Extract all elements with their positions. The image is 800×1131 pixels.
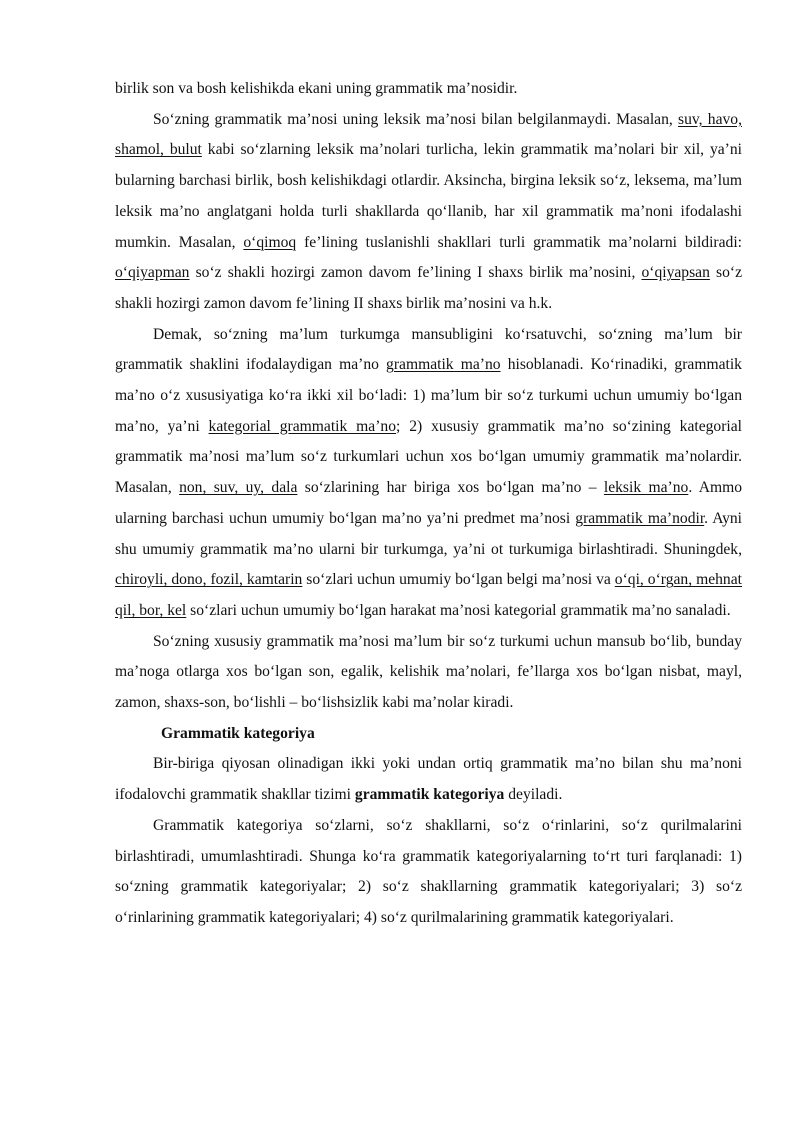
- paragraph-continuation: [115, 74, 742, 105]
- section-heading: Grammatik kategoriya: [161, 724, 315, 742]
- paragraph-specific-meaning: [115, 627, 742, 719]
- text-run: so‘zlari uchun umumiy bo‘lgan harakat ma’nosi kategorial grammatik ma’no sanaladi.: [186, 601, 731, 619]
- text-run: birlik son va bosh kelishikda ekani uning grammatik ma’nosidir.: [115, 80, 518, 97]
- text-run: . Ayni shu umumiy grammatik ma’no ularni bir turkumga, ya’ni ot turkumiga birlashtiradi. Shuningdek,: [115, 509, 743, 558]
- underlined-example: chiroyli, dono, fozil, kamtarin: [115, 571, 303, 589]
- underlined-example: non, suv, uy, dala: [179, 479, 298, 497]
- underlined-example: o‘qimoq: [243, 233, 297, 251]
- underlined-example: o‘qiyapman: [115, 264, 190, 282]
- text-run: deyiladi.: [504, 786, 563, 804]
- underlined-term: grammatik ma’nodir: [575, 509, 705, 527]
- text-run: Grammatik kategoriya so‘zlarni, so‘z shakllarni, so‘z o‘rinlarini, so‘z qurilmalarini birlashtiradi, umumlashtiradi. Shunga ko‘ra grammatik kategoriyalarning to‘rt turi farqlanadi: 1) so‘zning grammatik kategoriyalar; 2) so‘z shakllarning grammatik kategoriyalari; 3) so‘z o‘rinlarining grammatik kategoriyalari; 4) so‘z qurilmalarining grammatik kategoriyalari.: [115, 816, 742, 926]
- text-run: so‘z shakli hozirgi zamon davom fe’lining II shaxs birlik ma’nosini va h.k.: [115, 264, 742, 312]
- text-run: so‘zlarining har biriga xos bo‘lgan ma’no –: [297, 479, 604, 497]
- paragraph-lexical-vs-grammatical: [115, 105, 742, 320]
- text-run: . Ammo ularning barchasi uchun umumiy bo‘lgan ma’no ya’ni predmet ma’nosi: [115, 479, 743, 527]
- text-run: So‘zning xususiy grammatik ma’nosi ma’lum bir so‘z turkumi uchun mansub bo‘lib, bunday ma’noga otlarga xos bo‘lgan son, egalik, kelishik ma’nolari, fe’llarga xos bo‘lgan nisbat, mayl, zamon, shaxs-son, bo‘lishli – bo‘lishsizlik kabi ma’nolar kiradi.: [115, 632, 742, 712]
- bold-term: grammatik kategoriya: [354, 786, 505, 804]
- underlined-term: leksik ma’no: [603, 479, 689, 497]
- underlined-example: o‘qiyapsan: [641, 264, 710, 282]
- text-run: ; 2) xususiy grammatik ma’no so‘zining kategorial grammatik ma’nosi ma’lum so‘z turkumlari uchun xos bo‘lgan umumiy grammatik ma’nolardir. Masalan,: [115, 417, 743, 497]
- text-run: Demak, so‘zning ma’lum turkumga mansubligini ko‘rsatuvchi, so‘zning ma’lum bir grammatik shaklini ifodalaydigan ma’no: [115, 325, 742, 374]
- text-run: hisoblanadi. Ko‘rinadiki, grammatik ma’no o‘z xususiyatiga ko‘ra ikki xil bo‘ladi: 1) ma’lum bir so‘z turkumi uchun umumiy bo‘lgan ma’no, ya’ni: [115, 356, 742, 435]
- text-run: fe’lining tuslanishli shakllari turli grammatik ma’nolarni bildiradi:: [296, 233, 742, 251]
- text-run: kabi so‘zlarning leksik ma’nolari turlicha, lekin grammatik ma’nolari bir xil, ya’ni bularning barchasi birlik, bosh kelishikdagi otlardir. Aksincha, birgina leksik so‘z, leksema, ma’lum leksik ma’no anglatgani holda turli shakllarda qo‘llanib, har xil grammatik ma’noni ifodalashi mumkin. Masalan,: [115, 141, 743, 251]
- paragraph-definition: [115, 749, 742, 810]
- text-run: Bir-biriga qiyosan olinadigan ikki yoki undan ortiq grammatik ma’no bilan shu ma’noni ifodalovchi grammatik shakllar tizimi: [115, 755, 742, 804]
- text-run: so‘zlari uchun umumiy bo‘lgan belgi ma’nosi va: [302, 571, 615, 589]
- underlined-example: suv, havo, shamol, bulut: [115, 110, 742, 159]
- text-run: so‘z shakli hozirgi zamon davom fe’lining I shaxs birlik ma’nosini,: [189, 264, 642, 282]
- underlined-term: kategorial grammatik ma’no: [208, 417, 397, 435]
- text-run: So‘zning grammatik ma’nosi uning leksik ma’nosi bilan belgilanmaydi. Masalan,: [153, 110, 679, 128]
- paragraph-category-types: [115, 811, 742, 934]
- document-page: [115, 74, 742, 934]
- underlined-example: o‘qi, o‘rgan, mehnat qil, bor, kel: [115, 571, 742, 619]
- paragraph-grammatical-meaning: [115, 320, 742, 627]
- underlined-term: grammatik ma’no: [386, 356, 501, 374]
